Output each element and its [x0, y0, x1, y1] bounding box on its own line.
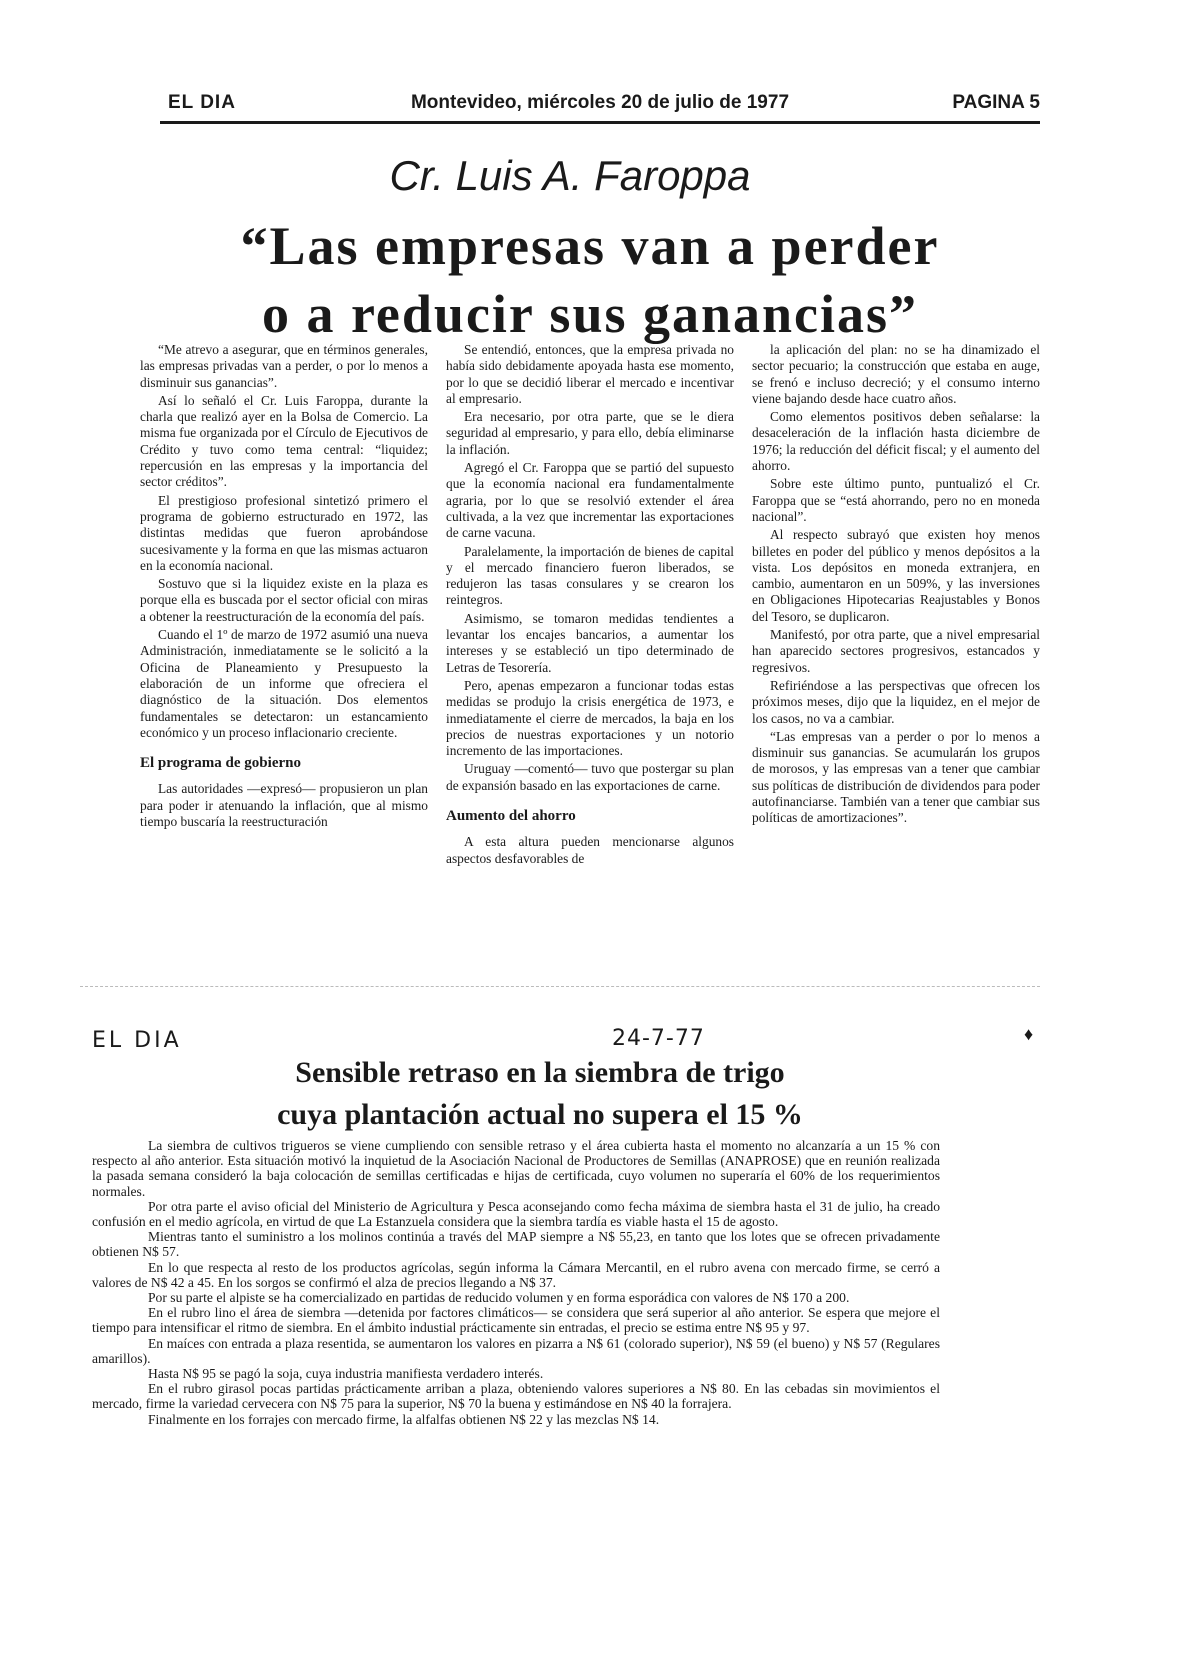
paragraph: Finalmente en los forrajes con mercado firme, la alfalfas obtienen N$ 22 y las mezclas N$ 14.	[148, 1411, 660, 1427]
headline-line-2: cuya plantación actual no supera el 15 %	[277, 1098, 803, 1131]
headline-line-2: o a reducir sus ganancias”	[261, 284, 919, 344]
paragraph: A esta altura pueden mencionarse algunos aspectos desfavorables de	[446, 834, 734, 866]
paragraph: La siembra de cultivos trigueros se viene cumpliendo con sensible retraso y el área cubierta hasta el momento no alcanzaría a un 15 % con respecto al año anterior. Esta situación motivó la inquietud de la Asociación Nacional de Productores de Semillas (ANAPROSE) que en reunión realizada la pasada semana consideró la baja colocación de semillas certificadas e hijas de certificada, cuyo volumen no superaría el 60% de los requerimientos normales.	[92, 1138, 940, 1199]
paragraph: Por otra parte el aviso oficial del Ministerio de Agricultura y Pesca aconsejando como fecha máxima de siembra hasta el 31 de julio, ha creado confusión en el medio agrícola, en virtud de que La Estanzuela considera que la siembra tardía es viable hasta el 15 de agosto.	[92, 1198, 940, 1230]
paragraph: Al respecto subrayó que existen hoy menos billetes en poder del público y menos depósitos a la vista. Los depósitos en moneda extranjera, en cambio, aumentaron en un 509%, y las inversiones en Obligaciones Hipotecarias Reajustables y Bonos del Tesoro, se duplicaron.	[752, 527, 1040, 624]
paragraph: Cuando el 1º de marzo de 1972 asumió una nueva Administración, inmediatamente se le solicitó a la Oficina de Planeamiento y Presupuesto la elaboración de un informe que ofreciera el diagnóstico de la situación. Dos elementos fundamentales se detectaron: un estancamiento económico y un proceso inflacionario creciente.	[140, 627, 428, 740]
headline-line-1: Sensible retraso en la siembra de trigo	[295, 1056, 785, 1089]
newspaper-name: EL DIA	[168, 92, 236, 113]
paragraph: la aplicación del plan: no se ha dinamizado el sector pecuario; la construcción que estaba en auge, se frenó e incluso decreció; y el consumo interno viene bajando desde hace cuatro años.	[752, 342, 1040, 406]
handwritten-source: EL DIA	[92, 1028, 182, 1053]
article-headline	[140, 212, 1040, 348]
paragraph: Paralelamente, la importación de bienes de capital y el mercado financiero fueron liberados, se redujeron las tasas consulares y se crearon los reintegros.	[446, 543, 734, 608]
column-3	[752, 342, 1040, 982]
article-columns	[140, 342, 1040, 982]
page-number: PAGINA 5	[952, 92, 1040, 113]
paragraph: El prestigioso profesional sintetizó primero el programa de gobierno estructurado en 1972, las distintas medidas que fueron aprobándose sucesivamente y la forma en que las mismas actuaron en la economía nacional.	[140, 492, 428, 573]
place-date: Montevideo, miércoles 20 de julio de 1977	[410, 92, 790, 113]
paragraph: Las autoridades —expresó— propusieron un plan para poder ir atenuando la inflación, que al mismo tiempo buscaría la reestructuración	[140, 781, 428, 830]
paragraph: En lo que respecta al resto de los productos agrícolas, según informa la Cámara Mercantil, en el rubro avena con mercado firme, se cerró a valores de N$ 42 a 45. En los sorgos se confirmó el alza de precios llegando a N$ 37.	[92, 1259, 940, 1290]
paragraph: Refiriéndose a las perspectivas que ofrecen los próximos meses, dijo que la liquidez, en el mejor de los casos, no va a cambiar.	[752, 677, 1040, 726]
handwritten-date: 24-7-77	[612, 1026, 705, 1051]
paragraph: Asimismo, se tomaron medidas tendientes a levantar los encajes bancarios, a aumentar los intereses y se estableció un tipo determinado de Letras de Tesorería.	[446, 610, 734, 675]
paragraph: “Las empresas van a perder o por lo menos a disminuir sus ganancias. Se acumularán los grupos de morosos, y las empresas van a tener que cambiar sus políticas de distribución de dividendos para poder autofinanciarse. También van a tener que cambiar sus políticas de amortizaciones”.	[752, 728, 1040, 826]
article-byline: Cr. Luis A. Faroppa	[389, 152, 751, 199]
paragraph: Manifestó, por otra parte, que a nivel empresarial han aparecido sectores progresivos, estancados y regresivos.	[752, 627, 1040, 675]
clipping-edge	[80, 986, 1040, 987]
paragraph: Se entendió, entonces, que la empresa privada no había sido debidamente apoyada hasta ese momento, por lo que se decidió liberar el mercado e incentivar al empresario.	[446, 342, 734, 406]
paragraph: Pero, apenas empezaron a funcionar todas estas medidas se produjo la crisis energética de 1973, e inmediatamente el cierre de mercados, la baja en los precios de nuestras exportaciones y un notorio incremento de las importaciones.	[446, 677, 734, 759]
masthead-rule	[160, 121, 1040, 124]
paragraph: “Me atrevo a asegurar, que en términos generales, las empresas privadas van a perder, o por lo menos a disminuir sus ganancias”.	[140, 342, 428, 390]
ink-mark-icon: ♦	[1024, 1024, 1034, 1044]
clipping-body	[92, 1138, 940, 1598]
column-1	[140, 342, 428, 982]
paragraph: En el rubro girasol pocas partidas prácticamente arriban a plaza, obteniendo valores superiores a N$ 80. En las cebadas sin movimientos el mercado, firme la variedad cervecera con N$ 75 para la superior, N$ 70 la buena y estimándose en N$ 40 la forrajera.	[92, 1381, 940, 1412]
paragraph: Sobre este último punto, puntualizó el Cr. Faroppa que se “está ahorrando, pero no en moneda nacional”.	[752, 476, 1040, 524]
subheading: El programa de gobierno	[140, 755, 301, 772]
paragraph: Sostuvo que si la liquidez existe en la plaza es porque ella es buscada por el sector oficial con miras a obtener la reestructuración de la economía del país.	[140, 576, 428, 624]
column-2	[446, 342, 734, 982]
paragraph: Así lo señaló el Cr. Luis Faroppa, durante la charla que realizó ayer en la Bolsa de Comercio. La misma fue organizada por el Círculo de Ejecutivos de Crédito y tuvo como tema central: “liquidez; repercusión en las empresas y la importancia del sector créditos”.	[140, 392, 428, 490]
paragraph: Uruguay —comentó— tuvo que postergar su plan de expansión basado en las exportaciones de carne.	[446, 761, 734, 793]
headline-line-1: “Las empresas van a perder	[240, 216, 940, 276]
paragraph: Como elementos positivos deben señalarse: la desaceleración de la inflación hasta diciembre de 1976; la reducción del déficit fiscal; y el aumento del ahorro.	[752, 409, 1040, 474]
paragraph: Era necesario, por otra parte, que se le diera seguridad al empresario, y para ello, debía eliminarse la inflación.	[446, 409, 734, 457]
clipping-headline	[130, 1052, 950, 1136]
paragraph: Mientras tanto el suministro a los molinos continúa a través del MAP siempre a N$ 55,23, en tanto que los lotes que se ofrecen privadamente obtienen N$ 57.	[92, 1229, 940, 1260]
paragraph: Hasta N$ 95 se pagó la soja, cuya industria manifiesta verdadero interés.	[148, 1366, 544, 1382]
masthead	[160, 88, 1040, 120]
paragraph: En maíces con entrada a plaza resentida, se aumentaron los valores en pizarra a N$ 61 (colorado superior), N$ 59 (el bueno) y N$ 57 (Regulares amarillos).	[92, 1335, 940, 1366]
paragraph: Por su parte el alpiste se ha comercializado en partidas de reducido volumen y en forma esporádica con valores de N$ 170 a 200.	[148, 1290, 850, 1306]
subheading: Aumento del ahorro	[446, 808, 576, 825]
paragraph: En el rubro lino el área de siembra —detenida por factores climáticos— se considera que será superior al año anterior. Se espera que mejore el tiempo para intensificar el ritmo de siembra. En el ámbito industial prácticamente sin entradas, el precio se estima entre N$ 95 y 97.	[92, 1305, 940, 1336]
paragraph: Agregó el Cr. Faroppa que se partió del supuesto que la economía nacional era fundamentalmente agraria, por lo que se resolvió extender el área cultivada, a la vez que incrementar las exportaciones de carne vacuna.	[446, 460, 734, 541]
